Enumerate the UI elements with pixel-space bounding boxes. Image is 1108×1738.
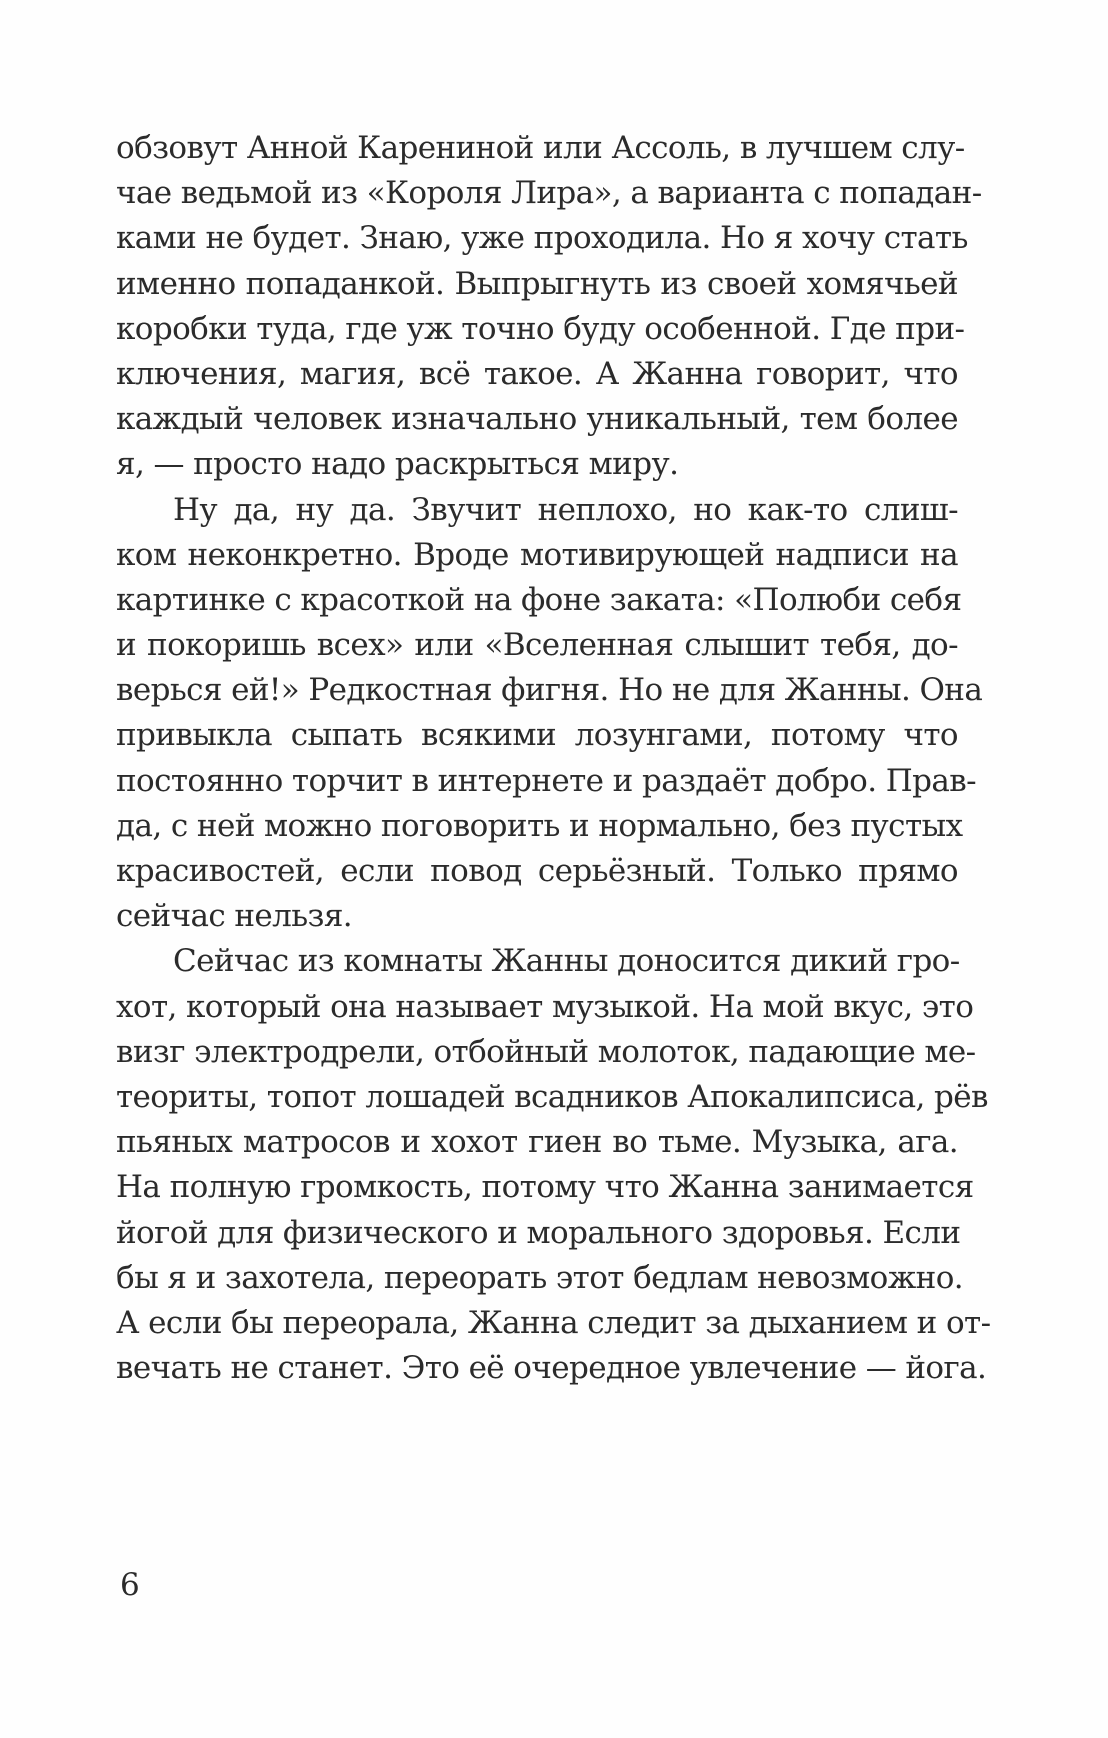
text-line: именно попаданкой. Выпрыгнуть из своей хомячьей — [116, 265, 958, 302]
text-line: верься ей!» Редкостная фигня. Но не для Жанны. Она — [116, 672, 983, 709]
paragraph-1 — [116, 126, 982, 488]
text-line: сейчас нельзя. — [116, 898, 353, 935]
text-line: ключения, магия, всё такое. А Жанна говорит, что — [116, 355, 958, 392]
text-line: каждый человек изначально уникальный, тем более — [116, 401, 958, 438]
text-line: Сейчас из комнаты Жанны доносится дикий гро- — [173, 943, 960, 980]
text-line: я, — просто надо раскрыться миру. — [116, 446, 679, 483]
paragraph-3 — [116, 939, 991, 1391]
text-line: красивостей, если повод серьёзный. Только прямо — [116, 853, 958, 889]
text-line: чае ведьмой из «Короля Лира», а варианта с попадан- — [116, 175, 982, 212]
text-line: картинке с красоткой на фоне заката: «Полюби себя — [116, 581, 962, 618]
text-line: На полную громкость, потому что Жанна занимается — [116, 1169, 974, 1206]
text-line: теориты, топот лошадей всадников Апокалипсиса, рёв — [116, 1078, 988, 1115]
text-line: хот, который она называет музыкой. На мой вкус, это — [116, 988, 974, 1025]
text-line: ками не будет. Знаю, уже проходила. Но я хочу стать — [116, 220, 968, 257]
text-line: йогой для физического и морального здоровья. Если — [116, 1214, 961, 1251]
text-line: пьяных матросов и хохот гиен во тьме. Музыка, ага. — [116, 1124, 958, 1161]
text-line: визг электродрели, отбойный молоток, падающие ме- — [116, 1033, 976, 1070]
text-line: привыкла сыпать всякими лозунгами, потому что — [116, 717, 958, 754]
body-text — [116, 126, 991, 1391]
text-line: постоянно торчит в интернете и раздаёт добро. Прав- — [116, 762, 977, 799]
text-line: обзовут Анной Карениной или Ассоль, в лучшем слу- — [116, 130, 965, 166]
paragraph-2 — [116, 488, 983, 940]
text-line: да, с ней можно поговорить и нормально, без пустых — [116, 807, 963, 844]
text-line: Ну да, ну да. Звучит неплохо, но как-то слиш- — [173, 491, 958, 528]
text-line: коробки туда, где уж точно буду особенной. Где при- — [116, 310, 965, 347]
text-line: и покоришь всех» или «Вселенная слышит тебя, до- — [116, 627, 958, 664]
text-line: ком неконкретно. Вроде мотивирующей надписи на — [116, 536, 958, 573]
text-line: А если бы переорала, Жанна следит за дыханием и от- — [116, 1304, 991, 1341]
text-line: бы я и захотела, переорать этот бедлам невозможно. — [116, 1259, 964, 1296]
text-line: вечать не станет. Это её очередное увлечение — йога. — [116, 1350, 987, 1387]
page-number: 6 — [120, 1567, 140, 1603]
